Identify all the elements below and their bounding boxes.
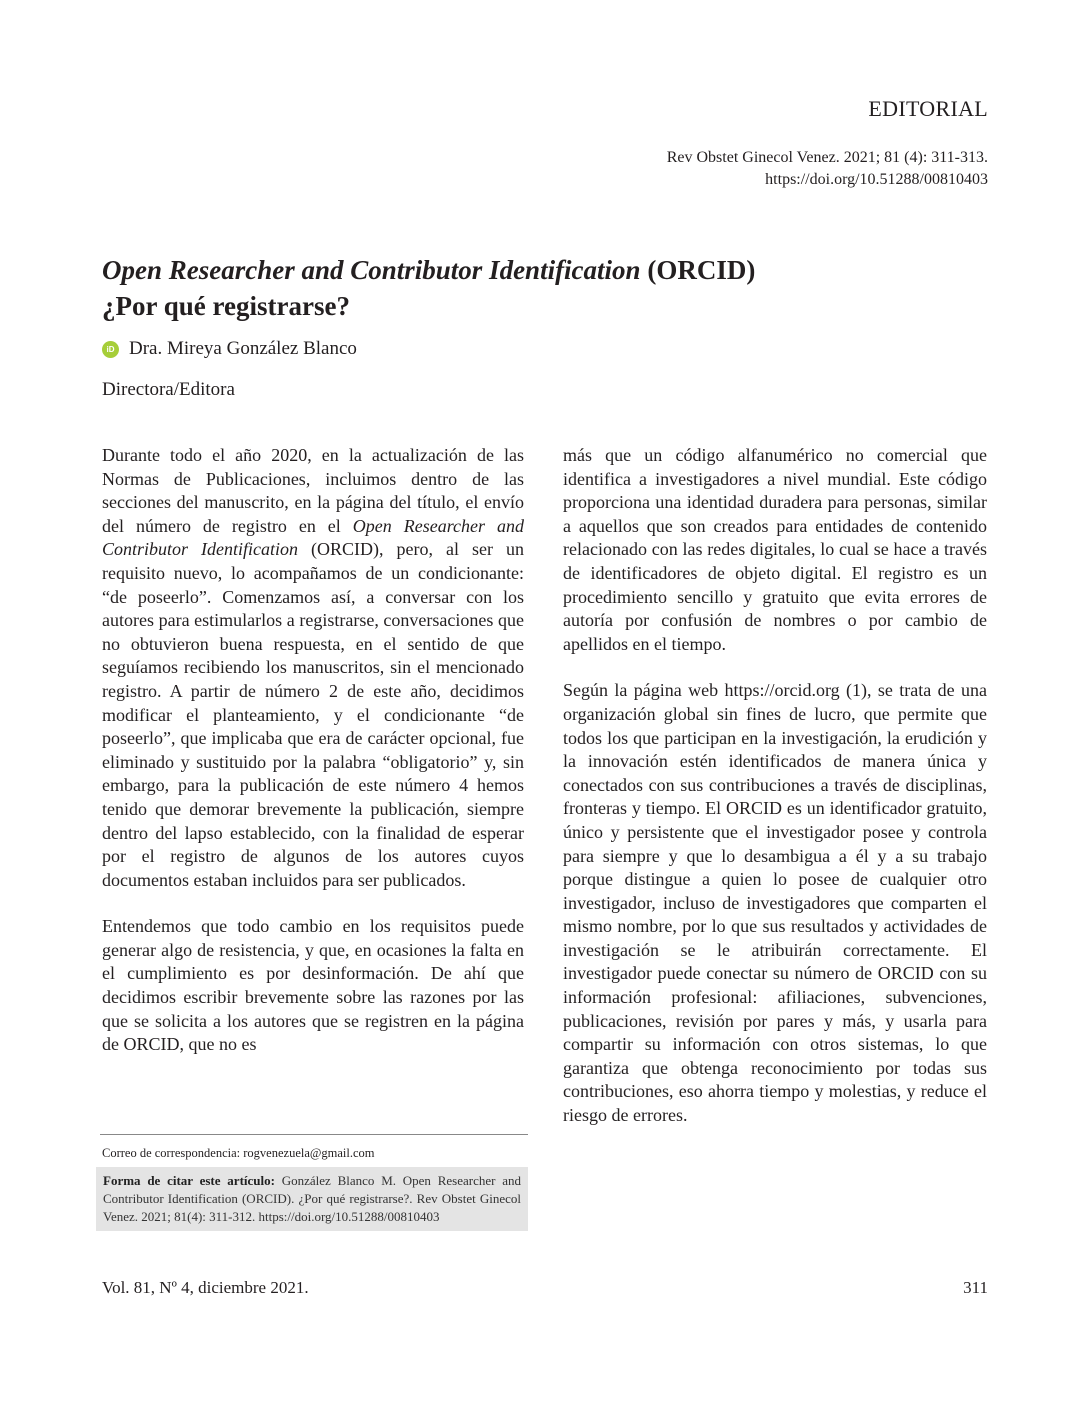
paragraph-3: más que un código alfanumérico no comercial que identifica a investigadores a nivel mundial. Este código proporciona una identidad duradera para personas, similar a aquellos que son creados para entidades de contenido relacionado con las redes digitales, lo cual se hace a través de identificadores de objeto digital. El registro es un procedimiento sencillo y gratuito que evita errores de autoría por confusión de nombres o por cambio de apellidos en el tiempo.	[563, 445, 987, 654]
paragraph-1-italic: Open Researcher and Contributor Identification	[102, 515, 524, 560]
correspondence-note: Correo de correspondencia: rogvenezuela@gmail.com	[102, 1146, 375, 1160]
journal-reference	[667, 147, 988, 191]
page-number: 311	[963, 1278, 988, 1297]
orcid-icon[interactable]: iD	[102, 341, 119, 358]
paragraph-1-start: Durante todo el año 2020, en la actualización de las Normas de Publicaciones, incluimos dentro de las secciones del manuscrito, en la página del título, el envío del número de registro en el	[102, 445, 524, 536]
paragraph-1	[102, 444, 524, 892]
author-role: Directora/Editora	[102, 379, 235, 400]
author-row	[102, 338, 357, 360]
paragraph-4: Según la página web https://orcid.org (1), se trata de una organización global sin fines de lucro, que permite que todos los que participan en la investigación, la erudición y la innovación estén identificados de manera única y conectados con sus contribuciones a través de disciplinas, fronteras y tiempo. El ORCID es un identificador gratuito, único y persistente que el investigador posee y controla para siempre y que lo desambigua a él y a su trabajo porque distingue a quien lo posee de cualquier otro investigador, incluso de investigadores que comparten el mismo nombre, por lo que sus resultados y actividades de investigación se le atribuirán correctamente. El investigador puede conectar su número de ORCID con su información profesional: afiliaciones, subvenciones, publicaciones, revisión por pares y más, y usarla para compartir su información con otros sistemas, lo que garantiza que obtenga reconocimiento por todas sus contribuciones, eso ahorra tiempo y molestias, y reduce el riesgo de errores.	[563, 680, 987, 1126]
title-subtitle: ¿Por qué registrarse?	[102, 291, 350, 321]
right-column	[563, 444, 987, 1128]
title-acronym: (ORCID)	[640, 255, 756, 285]
author-name: Dra. Mireya González Blanco	[129, 338, 357, 359]
title-line	[102, 252, 982, 288]
paragraph-1-end: (ORCID), pero, al ser un requisito nuevo, lo acompañamos de un condicionante: “de poseerlo”. Comenzamos así, a conversar con los autores para estimularlos a registrarse, conversaciones que no obtuvieron buena respuesta, en el sentido de que seguíamos recibiendo los manuscritos, sin el mencionado registro. A partir de número 2 de este año, decidimos modificar el planteamiento, y el condicionante “de poseerlo”, que implicaba que era de carácter opcional, fue eliminado y sustituido por la palabra “obligatorio” y, sin embargo, para la publicación de este número 4 hemos tenido que demorar brevemente la publicación, siempre dentro del lapso establecido, con la finalidad de esperar por el registro de algunos de los autores cuyos documentos estaban incluidos para ser publicados.	[102, 539, 524, 890]
title-italic: Open Researcher and Contributor Identification	[102, 255, 641, 285]
citation-line: Rev Obstet Ginecol Venez. 2021; 81 (4): 311-313.	[666, 149, 988, 166]
footer-volume: Vol. 81, Nº 4, diciembre 2021.	[102, 1278, 309, 1297]
paragraph-2: Entendemos que todo cambio en los requisitos puede generar algo de resistencia, y que, en ocasiones la falta en el cumplimiento es por desinformación. De ahí que decidimos escribir brevemente sobre las razones por las que se solicita a los autores que se registren en la página de ORCID, que no es	[102, 916, 524, 1055]
doi-link[interactable]: https://doi.org/10.51288/00810403	[765, 171, 988, 188]
article-title	[102, 252, 982, 324]
citation-box	[96, 1167, 528, 1231]
footnote-divider	[100, 1134, 528, 1135]
citation-text: González Blanco M. Open Researcher and Contributor Identification (ORCID). ¿Por qué registrarse?. Rev Obstet Ginecol Venez. 2021; 81(4): 311-312. https://doi.org/10.51288/00810403	[103, 1173, 521, 1224]
left-column	[102, 444, 524, 1057]
section-label: EDITORIAL	[868, 96, 988, 121]
citation-label: Forma de citar este artículo:	[103, 1173, 275, 1188]
